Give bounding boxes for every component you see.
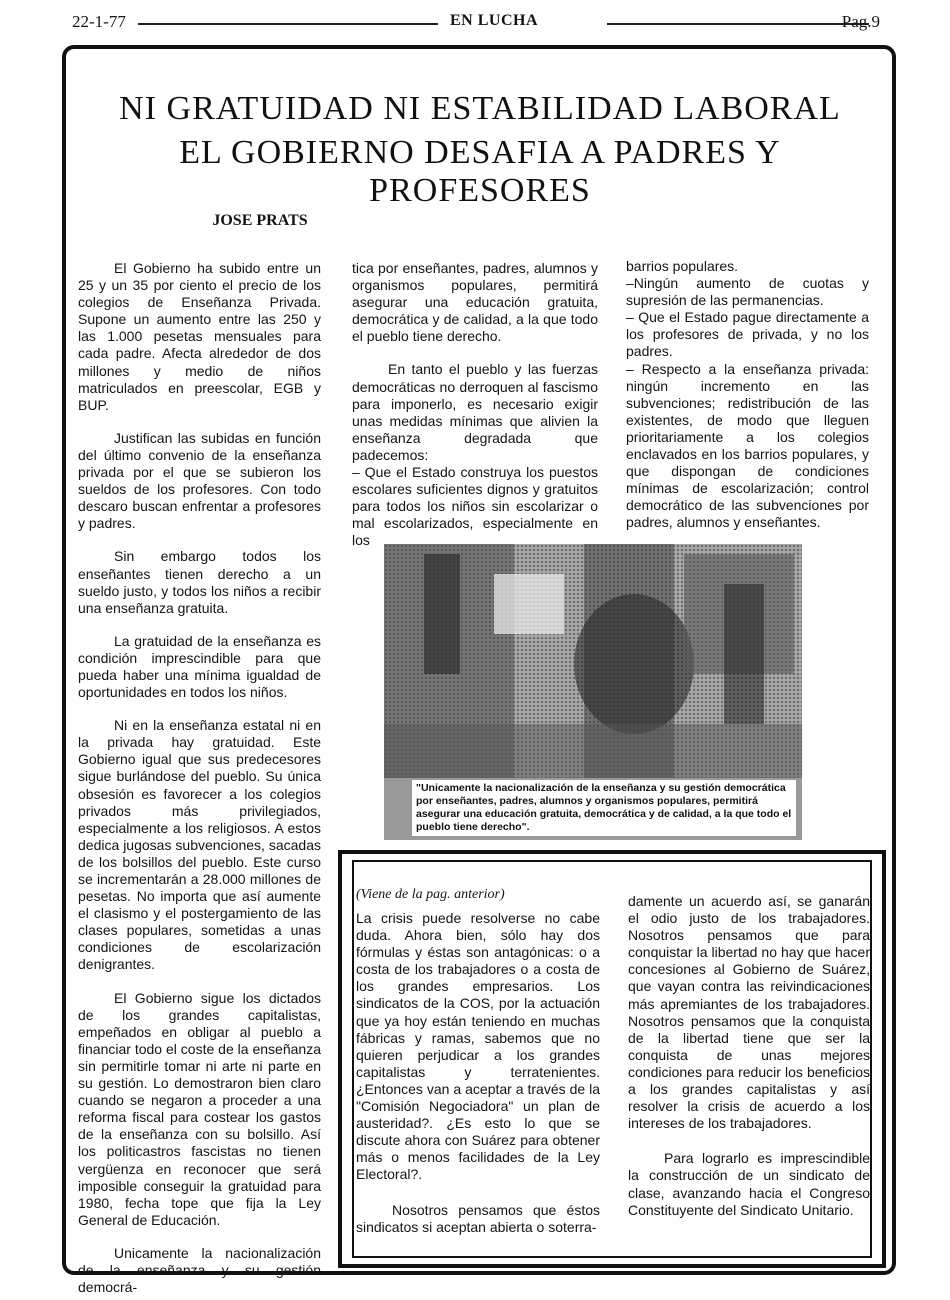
- paragraph: – Respecto a la enseñanza privada: ningún incremento en las subvenciones; redistribución de las existentes, de modo que lleguen prioritariamente a los colegios enclavados en los barrios populares, y que dispongan de condiciones mínimas de escolarización; control democrático de las subvenciones por padres, alumnos y enseñantes.: [626, 360, 869, 531]
- issue-date: 22-1-77: [72, 12, 126, 31]
- paragraph: damente un acuerdo así, se ganarán el odio justo de los trabajadores. Nosotros pensamos que para conquistar la libertad no hay que hacer concesiones al Gobierno de Suárez, que vayan contra las reivindicaciones más apremiantes de los trabajadores. Nosotros pensamos que la conquista de la libertad tiene que ser la conquista de unas mejores condiciones para reducir los beneficios a los grandes capitalistas y así resolver la crisis de acuerdo a los intereses de los trabajadores.: [628, 893, 870, 1132]
- paragraph: Para lograrlo es imprescindible la construcción de un sindicato de clase, avanzando hacia el Congreso Constituyente del Sindicato Unitario.: [628, 1150, 870, 1218]
- article-column-2: [352, 260, 598, 550]
- continuation-label: (Viene de la pag. anterior): [356, 887, 505, 902]
- paragraph: – Que el Estado pague directamente a los profesores de privada, y no los padres.: [626, 309, 869, 360]
- paragraph: Ni en la enseñanza estatal ni en la privada hay gratuidad. Este Gobierno igual que sus predecesores sigue burlándose del pueblo. Su única obsesión es favorecer a los colegios privados más privilegiados, especialmente a los religiosos. A estos dedica jugosas subvenciones, sacadas de los bolsillos del pueblo. Este curso se incrementarán a 28.000 millones de pesetas. No importa que así aumente el clasismo y el postergamiento de las clases populares, sometidas a unas condiciones de escolarización denigrantes.: [78, 717, 321, 973]
- continuation-column-1: [356, 910, 600, 1236]
- photo-image: [384, 544, 802, 778]
- author-byline: JOSE PRATS: [212, 212, 308, 229]
- article-column-3: [626, 258, 869, 532]
- paragraph: –Ningún aumento de cuotas y supresión de las permanencias.: [626, 275, 869, 309]
- header-rule-left: [138, 23, 438, 25]
- paragraph: Justifican las subidas en función del último convenio de la enseñanza privada por el que se subieron los sueldos de los profesores. Con todo descaro buscan enfrentar a profesores y padres.: [78, 429, 321, 532]
- paragraph: Unicamente la nacionalización de la enseñanza y su gestión democrá-: [78, 1244, 321, 1296]
- article-photo: [384, 544, 802, 840]
- headline-line-1: NI GRATUIDAD NI ESTABILIDAD LABORAL: [119, 90, 841, 127]
- continuation-column-2: [628, 893, 870, 1219]
- header-rule-right: [607, 23, 869, 25]
- paragraph: – Que el Estado construya los puestos escolares suficientes dignos y gratuitos para todos los niños sin escolarizar o mal escolarizados, especialmente en los: [352, 464, 598, 549]
- publication-name: EN LUCHA: [450, 12, 539, 29]
- paragraph: La gratuidad de la enseñanza es condición imprescindible para que pueda haber una mínima igualdad de oportunidades en todos los niños.: [78, 632, 321, 701]
- paragraph: Nosotros pensamos que éstos sindicatos si aceptan abierta o soterra-: [356, 1201, 600, 1235]
- paragraph: El Gobierno sigue los dictados de los grandes capitalistas, empeñados en obligar al pueblo a financiar todo el coste de la enseñanza sin permitirle tomar ni arte ni parte en su gestión. Lo demostraron bien claro cuando se negaron a proceder a una reforma fiscal para costear los gastos de la enseñanza con su bolsillo. Así los politicastros fascistas no tienen vergüenza en reconocer que será imposible conseguir la gratuidad para 1980, fecha tope que fija la Ley General de Educación.: [78, 989, 321, 1228]
- paragraph: La crisis puede resolverse no cabe duda. Ahora bien, sólo hay dos fórmulas y éstas son antagónicas: o a costa de los trabajadores o a costa de los grandes empresarios. Los sindicatos de la COS, por la actuación que ya hoy están teniendo en muchas fábricas y ramas, sabemos que no quieren perjudicar a los grandes capitalistas y terratenientes. ¿Entonces van a aceptar a través de la "Comisión Negociadora" un plan de austeridad?. ¿Es esto lo que se discute ahora con Suárez para obtener más o menos facilidades de la Ley Electoral?.: [356, 910, 600, 1183]
- photo-caption: "Unicamente la nacionalización de la enseñanza y su gestión democrática por enseñantes, padres, alumnos y organismos populares, permitirá asegurar una educación gratuita, democrática y de calidad, a la que todo el pueblo tiene derecho".: [412, 780, 796, 836]
- page-number: Pag.9: [841, 12, 880, 31]
- paragraph: Sin embargo todos los enseñantes tienen derecho a un sueldo justo, y todos los niños a recibir una enseñanza gratuita.: [78, 548, 321, 616]
- paragraph: tica por enseñantes, padres, alumnos y organismos populares, permitirá asegurar una educación gratuita, democrática y de calidad, a la que todo el pueblo tiene derecho.: [352, 260, 598, 345]
- article-column-1: [78, 260, 321, 1296]
- headline-line-2: EL GOBIERNO DESAFIA A PADRES Y PROFESORES: [179, 134, 781, 209]
- paragraph: barrios populares.: [626, 258, 739, 274]
- paragraph: El Gobierno ha subido entre un 25 y un 35 por ciento el precio de los colegios de Enseñanza Privada. Supone un aumento entre las 250 y las 1.000 pesetas mensuales para cada padre. Afecta alrededor de dos millones y medio de niños matriculados en preescolar, EGB y BUP.: [78, 260, 321, 413]
- page-header: [72, 8, 880, 34]
- paragraph: En tanto el pueblo y las fuerzas democráticas no derroquen al fascismo para imponerlo, es necesario exigir unas medidas mínimas que alivien la enseñanza degradada que padecemos:: [352, 361, 598, 463]
